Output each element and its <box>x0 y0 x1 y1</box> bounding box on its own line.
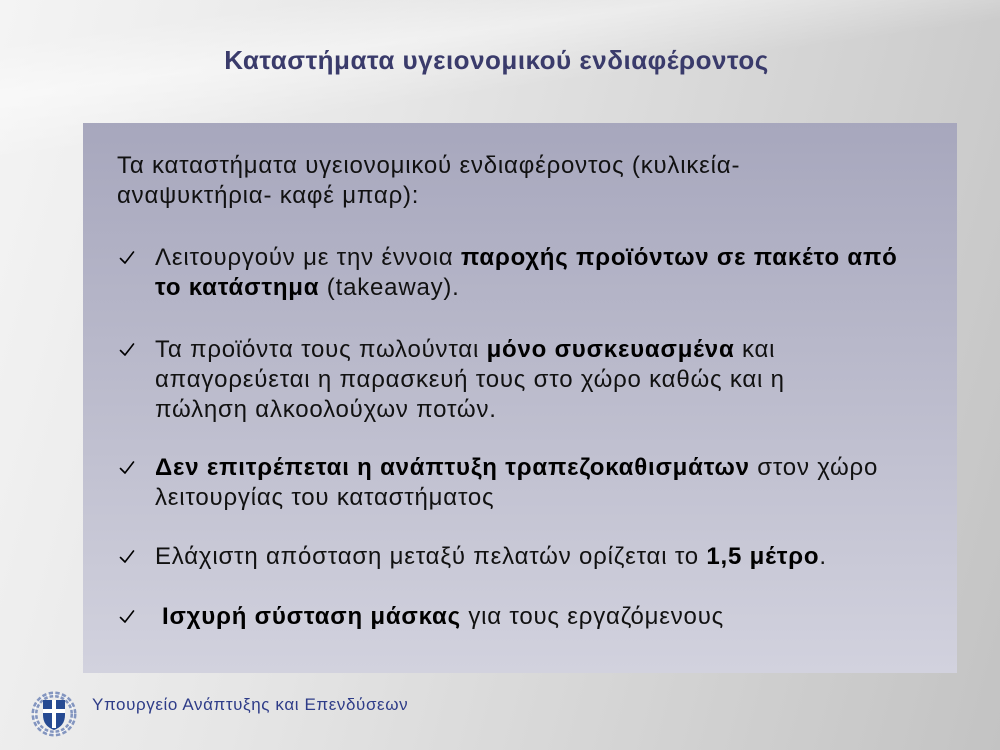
checkmark-icon <box>119 549 135 565</box>
bullet-line <box>155 602 724 632</box>
bold-segment: μόνο συσκευασμένα <box>486 336 735 363</box>
slide-title: Καταστήματα υγειονομικού ενδιαφέροντος <box>224 45 769 75</box>
text-segment: Λειτουργούν με την έννοια <box>155 244 461 271</box>
text-segment: στον χώρο <box>749 454 879 481</box>
bullet-text <box>155 542 827 572</box>
bullet-line <box>155 395 785 425</box>
bullet-line <box>155 335 785 365</box>
checkmark-icon <box>119 342 135 358</box>
bullet-item <box>119 335 785 425</box>
bullet-line <box>155 365 785 395</box>
bold-segment: 1,5 μέτρο <box>706 543 820 570</box>
text-segment: . <box>819 543 827 570</box>
text-segment: λειτουργίας του καταστήματος <box>155 484 495 511</box>
bullet-line <box>155 243 898 273</box>
text-segment: και <box>734 336 776 363</box>
bullet-line <box>155 453 878 483</box>
bold-segment: Δεν επιτρέπεται η ανάπτυξη τραπεζοκαθισμάτων <box>155 454 750 481</box>
text-segment: Ελάχιστη απόσταση μεταξύ πελατών ορίζεται το <box>155 543 707 570</box>
intro-line: Τα καταστήματα υγειονομικού ενδιαφέροντος (κυλικεία- <box>117 152 741 179</box>
bullet-line <box>155 542 827 572</box>
bullet-line <box>155 273 898 303</box>
bullet-item <box>119 602 724 632</box>
bold-segment: παροχής προϊόντων σε πακέτο από <box>460 244 898 271</box>
text-segment: πώληση αλκοολούχων ποτών. <box>155 396 497 423</box>
bullet-text <box>155 335 785 425</box>
checkmark-icon <box>119 250 135 266</box>
intro-text <box>117 151 740 211</box>
checkmark-icon <box>119 609 135 625</box>
content-box <box>83 123 957 673</box>
checkmark-icon <box>119 460 135 476</box>
bullet-item <box>119 243 898 303</box>
intro-line: αναψυκτήρια- καφέ μπαρ): <box>117 182 420 209</box>
greek-coat-of-arms-icon <box>30 690 78 738</box>
bullet-text <box>155 243 898 303</box>
bullet-line <box>155 483 878 513</box>
ministry-name: Υπουργείο Ανάπτυξης και Επενδύσεων <box>92 695 409 714</box>
text-segment: απαγορεύεται η παρασκευή τους στο χώρο καθώς και η <box>155 366 785 393</box>
bold-segment: το κατάστημα <box>155 274 320 301</box>
text-segment: Τα προϊόντα τους πωλούνται <box>155 336 487 363</box>
bullet-text <box>155 453 878 513</box>
text-segment: (takeaway). <box>319 274 460 301</box>
bold-segment: Ισχυρή σύσταση μάσκας <box>162 603 461 630</box>
text-segment: για τους εργαζόμενους <box>460 603 724 630</box>
bullet-item <box>119 453 878 513</box>
bullet-text <box>155 602 724 632</box>
bullet-item <box>119 542 827 572</box>
footer <box>0 680 1000 750</box>
